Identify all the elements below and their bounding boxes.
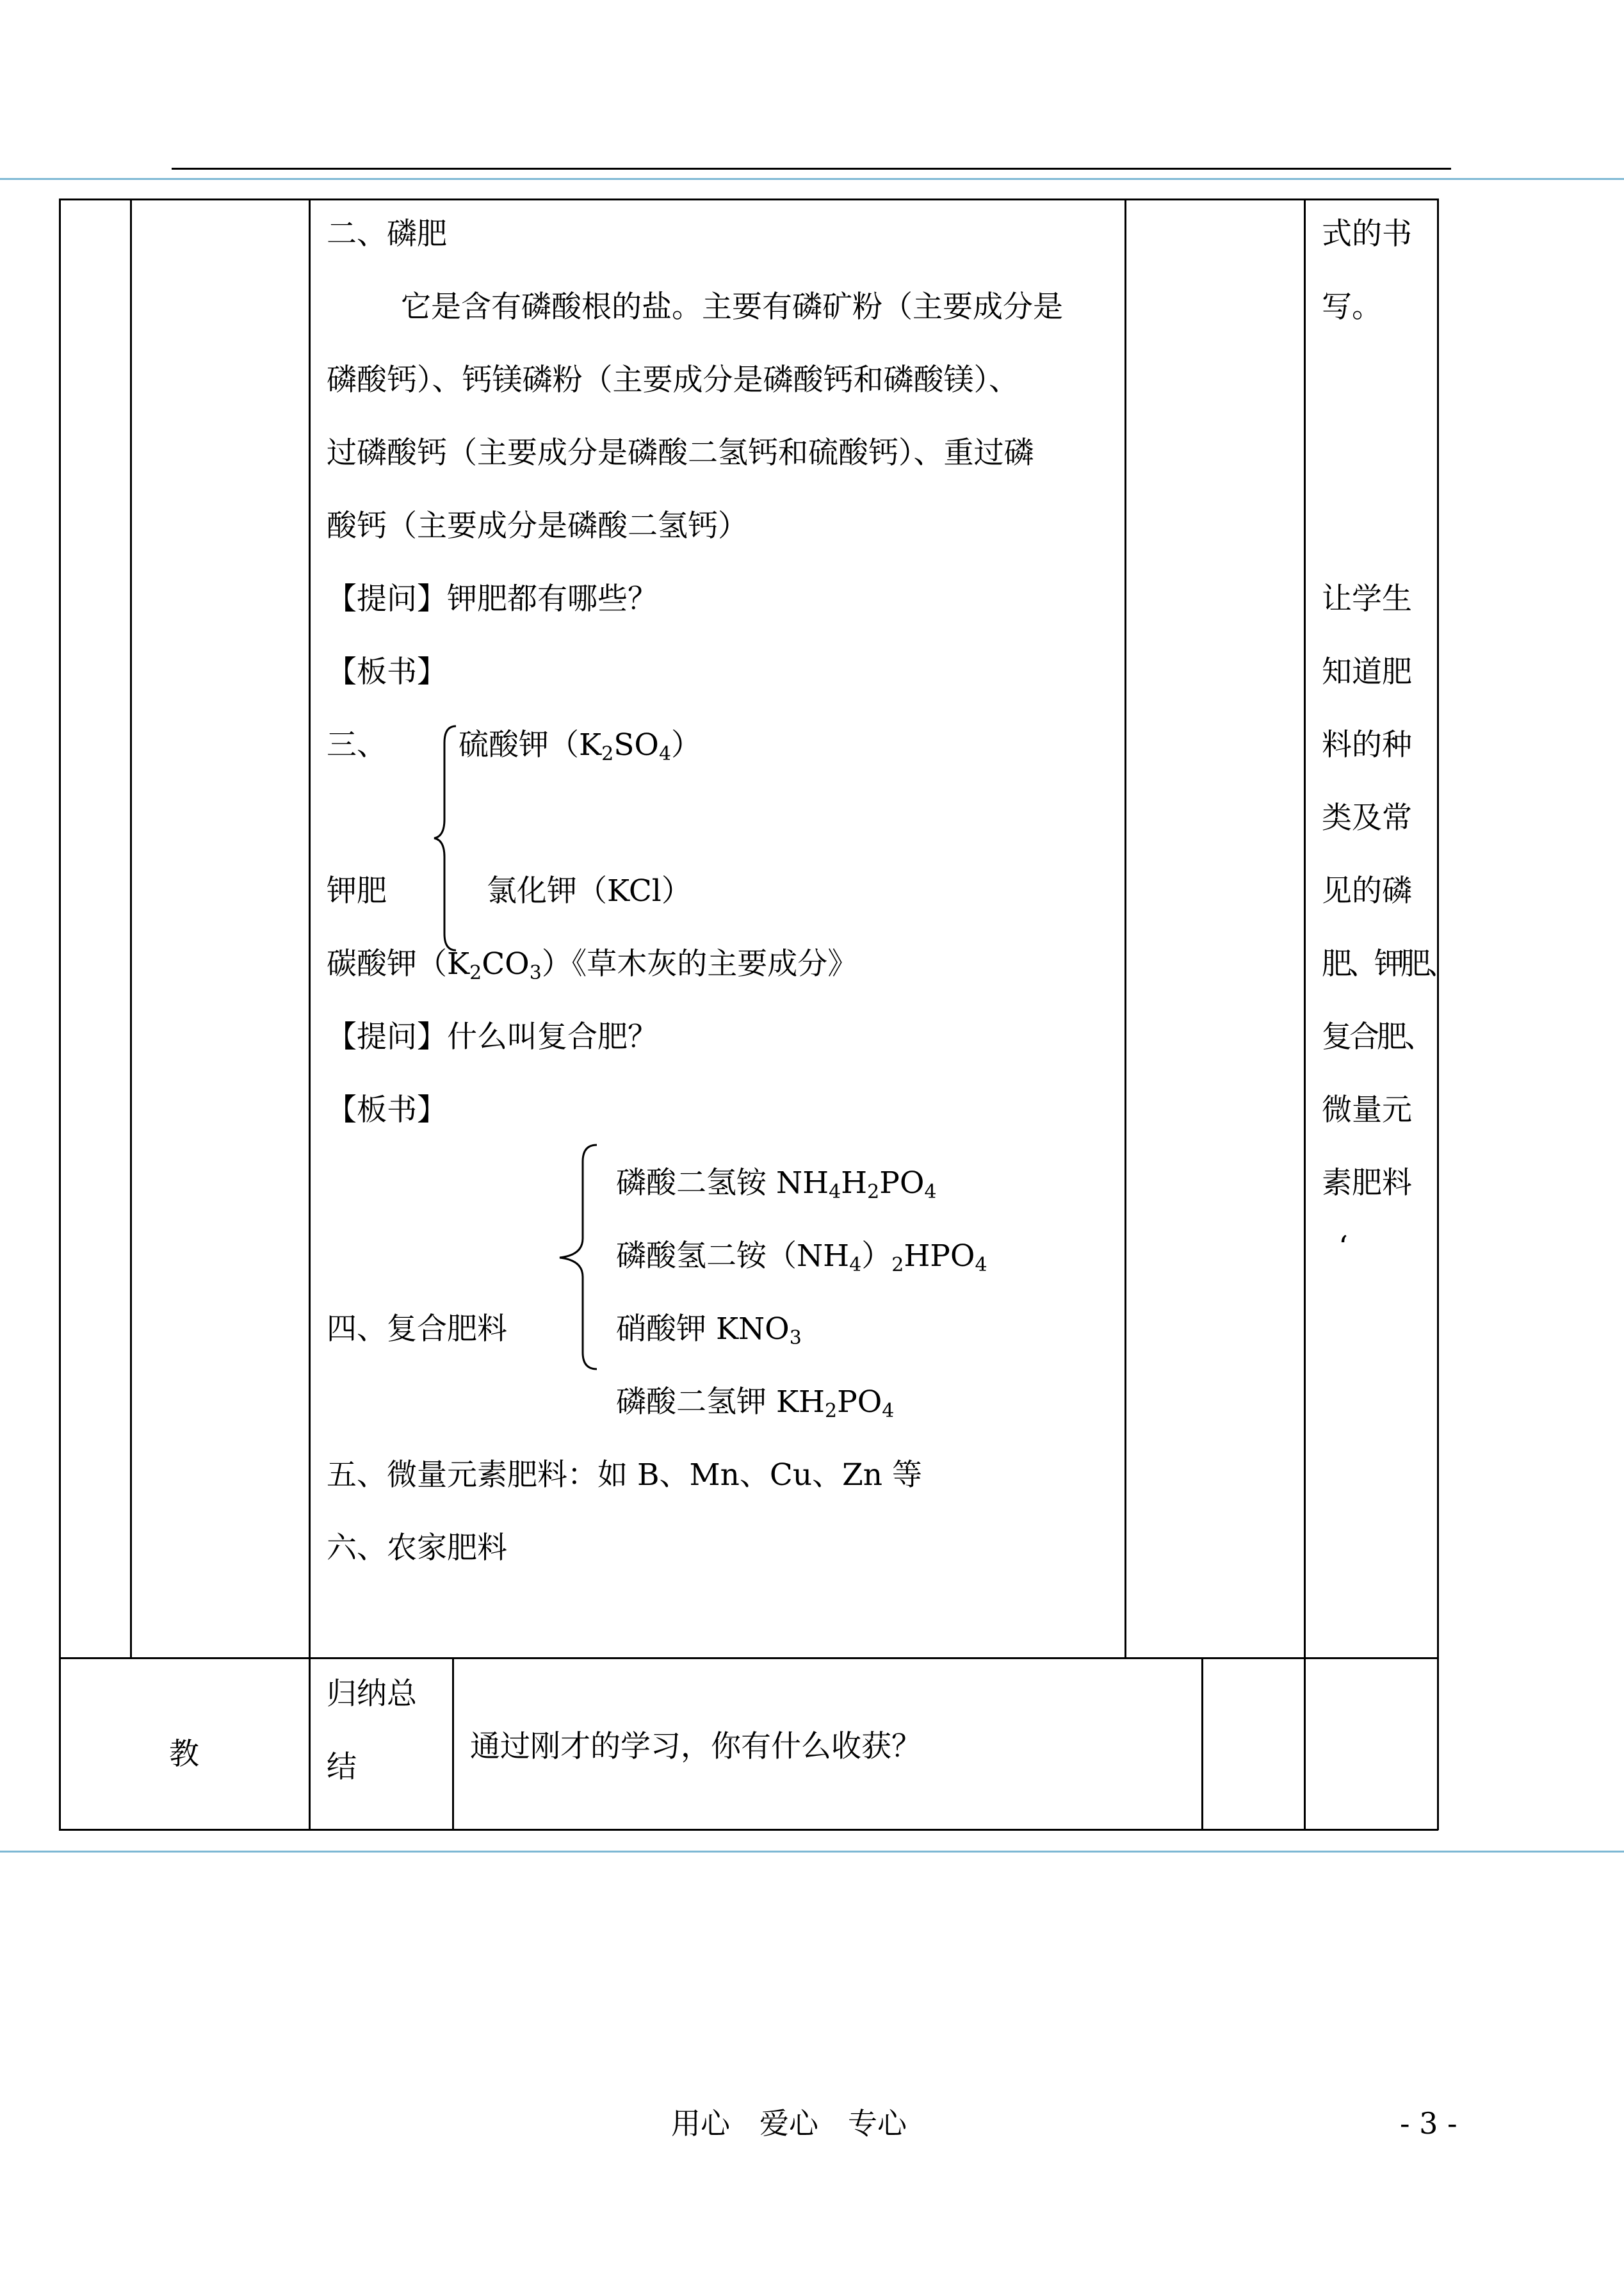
- bottom-accent-line: [0, 1851, 1624, 1853]
- summary-content: 通过刚才的学习，你有什么收获？: [470, 1729, 922, 1764]
- note-line: 写。: [1322, 289, 1382, 325]
- potash-item-chloride: 氯化钾（KCl）: [487, 873, 692, 909]
- note-line: 微量元: [1322, 1092, 1412, 1128]
- footer-motto: 用心 爱心 专心: [671, 2106, 907, 2141]
- paragraph-line-2: 磷酸钙）、钙镁磷粉（主要成分是磷酸钙和磷酸镁）、: [327, 362, 1019, 398]
- header-rule: [172, 168, 1451, 170]
- col-divider-2: [309, 199, 311, 1830]
- note-line: 知道肥: [1322, 654, 1412, 690]
- potash-label: 钾肥: [327, 873, 387, 909]
- note-line: 料的种: [1322, 727, 1412, 763]
- potash-brace: [423, 724, 461, 953]
- stray-mark: ‘: [1338, 1229, 1348, 1265]
- note-line: 式的书: [1322, 216, 1412, 252]
- question-potash: 【提问】钾肥都有哪些？: [327, 581, 658, 617]
- col-divider-4: [1304, 199, 1306, 1830]
- table-row-divider: [59, 1657, 1438, 1659]
- col-divider-3: [1125, 199, 1126, 1658]
- top-accent-line: [0, 178, 1624, 180]
- compound-item-map: 磷酸二氢铵 $NH_4H_2PO_4$: [616, 1165, 937, 1203]
- compound-item-dap: 磷酸氢二铵$(NH_4)_2HPO_4$: [616, 1238, 987, 1276]
- potash-item-sulfate: 硫酸钾$(K_2SO_4)$: [459, 727, 702, 765]
- board-note-1: 【板书】: [327, 654, 447, 690]
- note-line: 肥、钾肥、: [1322, 946, 1453, 982]
- paragraph-line-1: 它是含有磷酸根的盐。主要有磷矿粉（主要成分是: [401, 289, 1063, 325]
- heading-manure: 六、农家肥料: [327, 1530, 507, 1566]
- table-top-border: [59, 199, 1438, 200]
- col-divider-1: [130, 199, 132, 1658]
- note-line: 复合肥、: [1322, 1019, 1432, 1055]
- summary-step-line-2: 结: [327, 1749, 357, 1785]
- heading-phosphate: 二、磷肥: [327, 216, 447, 252]
- summary-step-line-1: 归纳总: [327, 1676, 417, 1712]
- page-number: - 3 -: [1400, 2106, 1458, 2141]
- table-left-border: [59, 199, 61, 1830]
- compound-item-mkp: 磷酸二氢钾 $KH_2PO_4$: [616, 1384, 895, 1422]
- paragraph-line-4: 酸钙（主要成分是磷酸二氢钙）: [327, 508, 748, 544]
- paragraph-line-3: 过磷酸钙（主要成分是磷酸二氢钙和硫酸钙）、重过磷: [327, 435, 1034, 471]
- note-line: 见的磷: [1322, 873, 1412, 909]
- question-compound: 【提问】什么叫复合肥？: [327, 1019, 658, 1055]
- compound-item-kno3: 硝酸钾 $KNO_3$: [616, 1311, 802, 1349]
- col-divider-summary-2: [1201, 1657, 1203, 1830]
- compound-brace: [551, 1142, 602, 1373]
- note-line: 让学生: [1322, 581, 1412, 617]
- heading-potash-number: 三、: [327, 727, 387, 763]
- summary-label: 教: [169, 1737, 199, 1772]
- table-bottom-border: [59, 1829, 1438, 1831]
- col-divider-summary-1: [452, 1657, 454, 1830]
- heading-micronutrient: 五、微量元素肥料：如 B、Mn、Cu、Zn 等: [327, 1457, 922, 1493]
- potash-item-carbonate: 碳酸钾$(K_2CO_3)$《草木灰的主要成分》: [327, 946, 858, 984]
- note-line: 素肥料: [1322, 1165, 1412, 1201]
- heading-compound: 四、复合肥料: [327, 1311, 507, 1347]
- note-line: 类及常: [1322, 800, 1412, 836]
- table-right-border: [1437, 199, 1439, 1830]
- board-note-2: 【板书】: [327, 1092, 447, 1128]
